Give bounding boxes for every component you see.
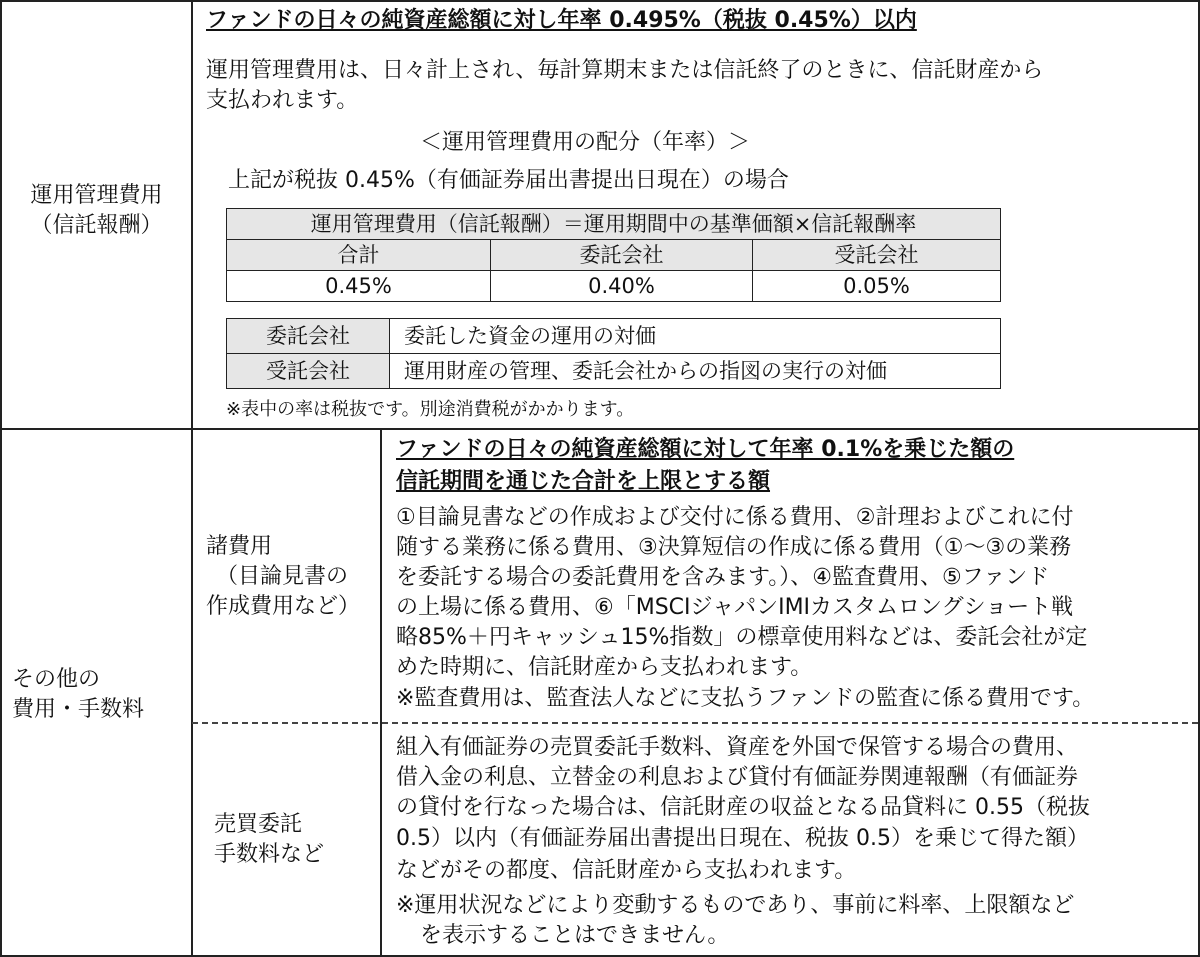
role-trustee-desc: 運用財産の管理、委託会社からの指図の実行の対価 bbox=[390, 354, 1001, 389]
trading-body-line3: の貸付を行なった場合は、信託財産の収益となる品貸料に 0.55（税抜 bbox=[396, 795, 1090, 820]
trading-body-note2: を表示することはできません。 bbox=[420, 923, 730, 948]
fee-allocation-table bbox=[226, 208, 1001, 302]
trading-label-line2: 手数料など bbox=[214, 842, 325, 867]
role-trustor-desc: 委託した資金の運用の対価 bbox=[390, 319, 1001, 354]
row1-label-line2: （信託報酬） bbox=[30, 213, 163, 238]
top-border bbox=[0, 0, 1200, 2]
misc-label-line1: 諸費用 bbox=[206, 534, 273, 559]
role-trustor-label: 委託会社 bbox=[227, 319, 390, 354]
subrow-dashed-divider bbox=[192, 722, 1198, 724]
fee-val-total: 0.45% bbox=[227, 271, 491, 302]
row1-desc-line1: 運用管理費用は、日々計上され、毎計算期末または信託終了のときに、信託財産から bbox=[206, 58, 1044, 83]
row2-label-line2: 費用・手数料 bbox=[12, 697, 145, 722]
trading-body-line4: 0.5）以内（有価証券届出書提出日現在、税抜 0.5）を乗じて得た額） bbox=[396, 826, 1089, 851]
misc-body-line6: めた時期に、信託財産から支払われます。 bbox=[396, 655, 813, 680]
row1-desc-line2: 支払われます。 bbox=[206, 88, 359, 113]
sublabel-column-divider bbox=[380, 428, 382, 957]
misc-body-line4: の上場に係る費用、⑥「MSCIジャパンIMIカスタムロングショート戦 bbox=[396, 595, 1074, 620]
row1-label-line1: 運用管理費用 bbox=[30, 183, 163, 208]
fee-col-trustee: 受託会社 bbox=[753, 240, 1001, 271]
left-border bbox=[0, 0, 2, 957]
role-trustee-label: 受託会社 bbox=[227, 354, 390, 389]
alloc-title: ＜運用管理費用の配分（年率）＞ bbox=[420, 130, 751, 155]
misc-label bbox=[206, 532, 360, 622]
trading-body-note1: ※運用状況などにより変動するものであり、事前に料率、上限額など bbox=[396, 893, 1075, 918]
misc-label-line2: （目論見書の bbox=[216, 564, 349, 589]
misc-body-note: ※監査費用は、監査法人などに支払うファンドの監査に係る費用です。 bbox=[396, 686, 1095, 711]
row2-label-line1: その他の bbox=[12, 667, 101, 692]
misc-body-line1: ①目論見書などの作成および交付に係る費用、②計理およびこれに付 bbox=[396, 505, 1074, 530]
row-divider bbox=[0, 428, 1200, 430]
misc-body-line5: 略85%＋円キャッシュ15%指数」の標章使用料などは、委託会社が定 bbox=[396, 625, 1088, 650]
row2-label bbox=[12, 665, 144, 725]
fee-table-header: 運用管理費用（信託報酬）＝運用期間中の基準価額×信託報酬率 bbox=[227, 209, 1001, 240]
role-table bbox=[226, 318, 1001, 389]
fee-col-total: 合計 bbox=[227, 240, 491, 271]
misc-heading-line2: 信託期間を通じた合計を上限とする額 bbox=[396, 469, 771, 494]
row1-heading: ファンドの日々の純資産総額に対し年率 0.495%（税抜 0.45%）以内 bbox=[206, 8, 917, 33]
row1-note: ※表中の率は税抜です。別途消費税がかかります。 bbox=[226, 399, 635, 420]
misc-body-line3: を委託する場合の委託費用を含みます。）、④監査費用、⑤ファンド bbox=[396, 565, 1050, 590]
misc-heading-line1: ファンドの日々の純資産総額に対して年率 0.1%を乗じた額の bbox=[396, 437, 1015, 462]
fee-col-trustor: 委託会社 bbox=[491, 240, 753, 271]
trading-body-line1: 組入有価証券の売買委託手数料、資産を外国で保管する場合の費用、 bbox=[396, 735, 1079, 760]
label-column-divider bbox=[191, 0, 193, 957]
trading-body-line2: 借入金の利息、立替金の利息および貸付有価証券関連報酬（有価証券 bbox=[396, 765, 1079, 790]
fee-val-trustee: 0.05% bbox=[753, 271, 1001, 302]
row1-label bbox=[2, 181, 191, 241]
trading-body-line5: などがその都度、信託財産から支払われます。 bbox=[396, 858, 857, 883]
alloc-subtitle: 上記が税抜 0.45%（有価証券届出書提出日現在）の場合 bbox=[228, 168, 789, 193]
trading-label bbox=[214, 810, 324, 870]
misc-label-line3: 作成費用など） bbox=[206, 594, 361, 619]
fee-val-trustor: 0.40% bbox=[491, 271, 753, 302]
misc-body-line2: 随する業務に係る費用、③決算短信の作成に係る費用（①～③の業務 bbox=[396, 535, 1072, 560]
trading-label-line1: 売買委託 bbox=[214, 812, 303, 837]
